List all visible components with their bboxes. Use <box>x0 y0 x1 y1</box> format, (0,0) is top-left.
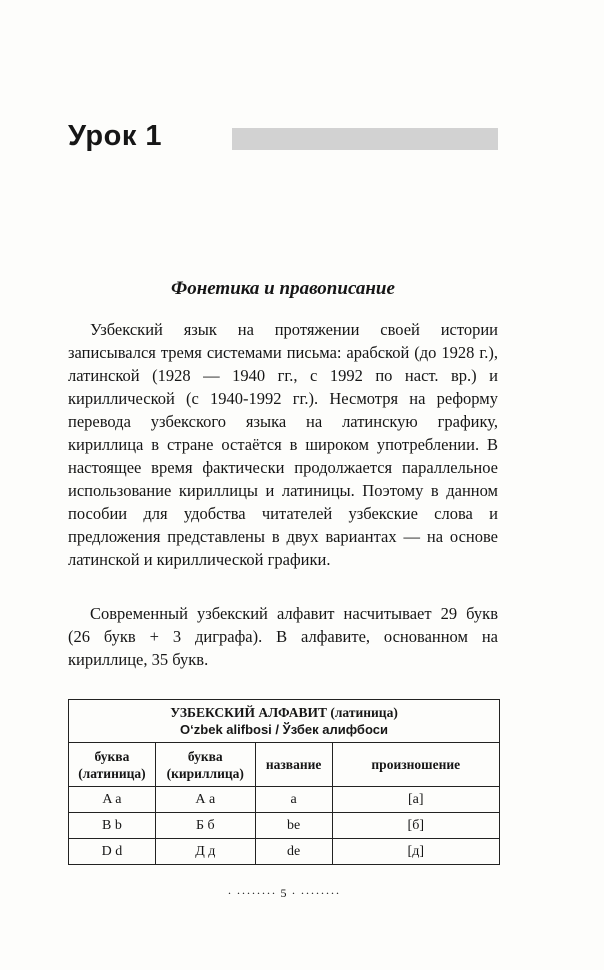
cell-latin: A a <box>69 787 156 813</box>
header-cyrillic-line1: буква <box>187 748 223 764</box>
table-row <box>69 839 500 865</box>
page-number: · ········ 5 · ········ <box>227 886 341 900</box>
cell-cyrillic: Б б <box>155 813 255 839</box>
cell-pronunciation: [а] <box>332 787 499 813</box>
cell-latin: B b <box>69 813 156 839</box>
cell-pronunciation: [д] <box>332 839 499 865</box>
header-name <box>255 743 332 787</box>
table-caption-subtitle: O‘zbek alifbosi / Ўзбек алифбоси <box>180 722 388 737</box>
table-header-row <box>69 743 500 787</box>
table-row <box>69 787 500 813</box>
table-row <box>69 813 500 839</box>
lesson-title: Урок 1 <box>68 120 163 152</box>
header-pronunciation <box>332 743 499 787</box>
header-cyrillic-line2: (кириллица) <box>166 765 244 781</box>
title-decoration-bar <box>232 128 498 150</box>
cell-name: be <box>255 813 332 839</box>
cell-name: a <box>255 787 332 813</box>
cell-name: de <box>255 839 332 865</box>
cell-cyrillic: А а <box>155 787 255 813</box>
header-latin-letter <box>69 743 156 787</box>
header-cyrillic-letter <box>155 743 255 787</box>
alphabet-count-paragraph: Современный узбекский алфавит насчитывает 29 букв (26 букв + 3 диграфа). В алфавите, основанном на кириллице, 35 букв. <box>68 604 498 669</box>
header-latin-line2: (латиница) <box>78 765 146 781</box>
header-pronunciation-line1: произношение <box>371 757 461 772</box>
header-latin-line1: буква <box>94 748 130 764</box>
table-caption-title: УЗБЕКСКИЙ АЛФАВИТ (латиница) <box>170 705 398 720</box>
header-name-line1: название <box>265 757 322 772</box>
section-heading: Фонетика и правописание <box>171 278 395 299</box>
alphabet-table <box>68 699 500 865</box>
cell-pronunciation: [б] <box>332 813 499 839</box>
cell-cyrillic: Д д <box>155 839 255 865</box>
table-caption <box>69 700 500 743</box>
intro-paragraph: Узбекский язык на протяжении своей истории записывался тремя системами письма: арабской (до 1928 г.), латинской (1928 — 1940 гг., с 1992 по наст. вр.) и кириллической (с 1940-1992 гг.). Несмотря на реформу перевода узбекского языка на латинскую графику, кириллица в стране остаётся в широком употреблении. В настоящее время фактически продолжается параллельное использование кириллицы и латиницы. Поэтому в данном пособии для удобства читателей узбекские слова и предложения представлены в двух вариантах — на основе латинской и кириллической графики. <box>68 320 498 569</box>
cell-latin: D d <box>69 839 156 865</box>
